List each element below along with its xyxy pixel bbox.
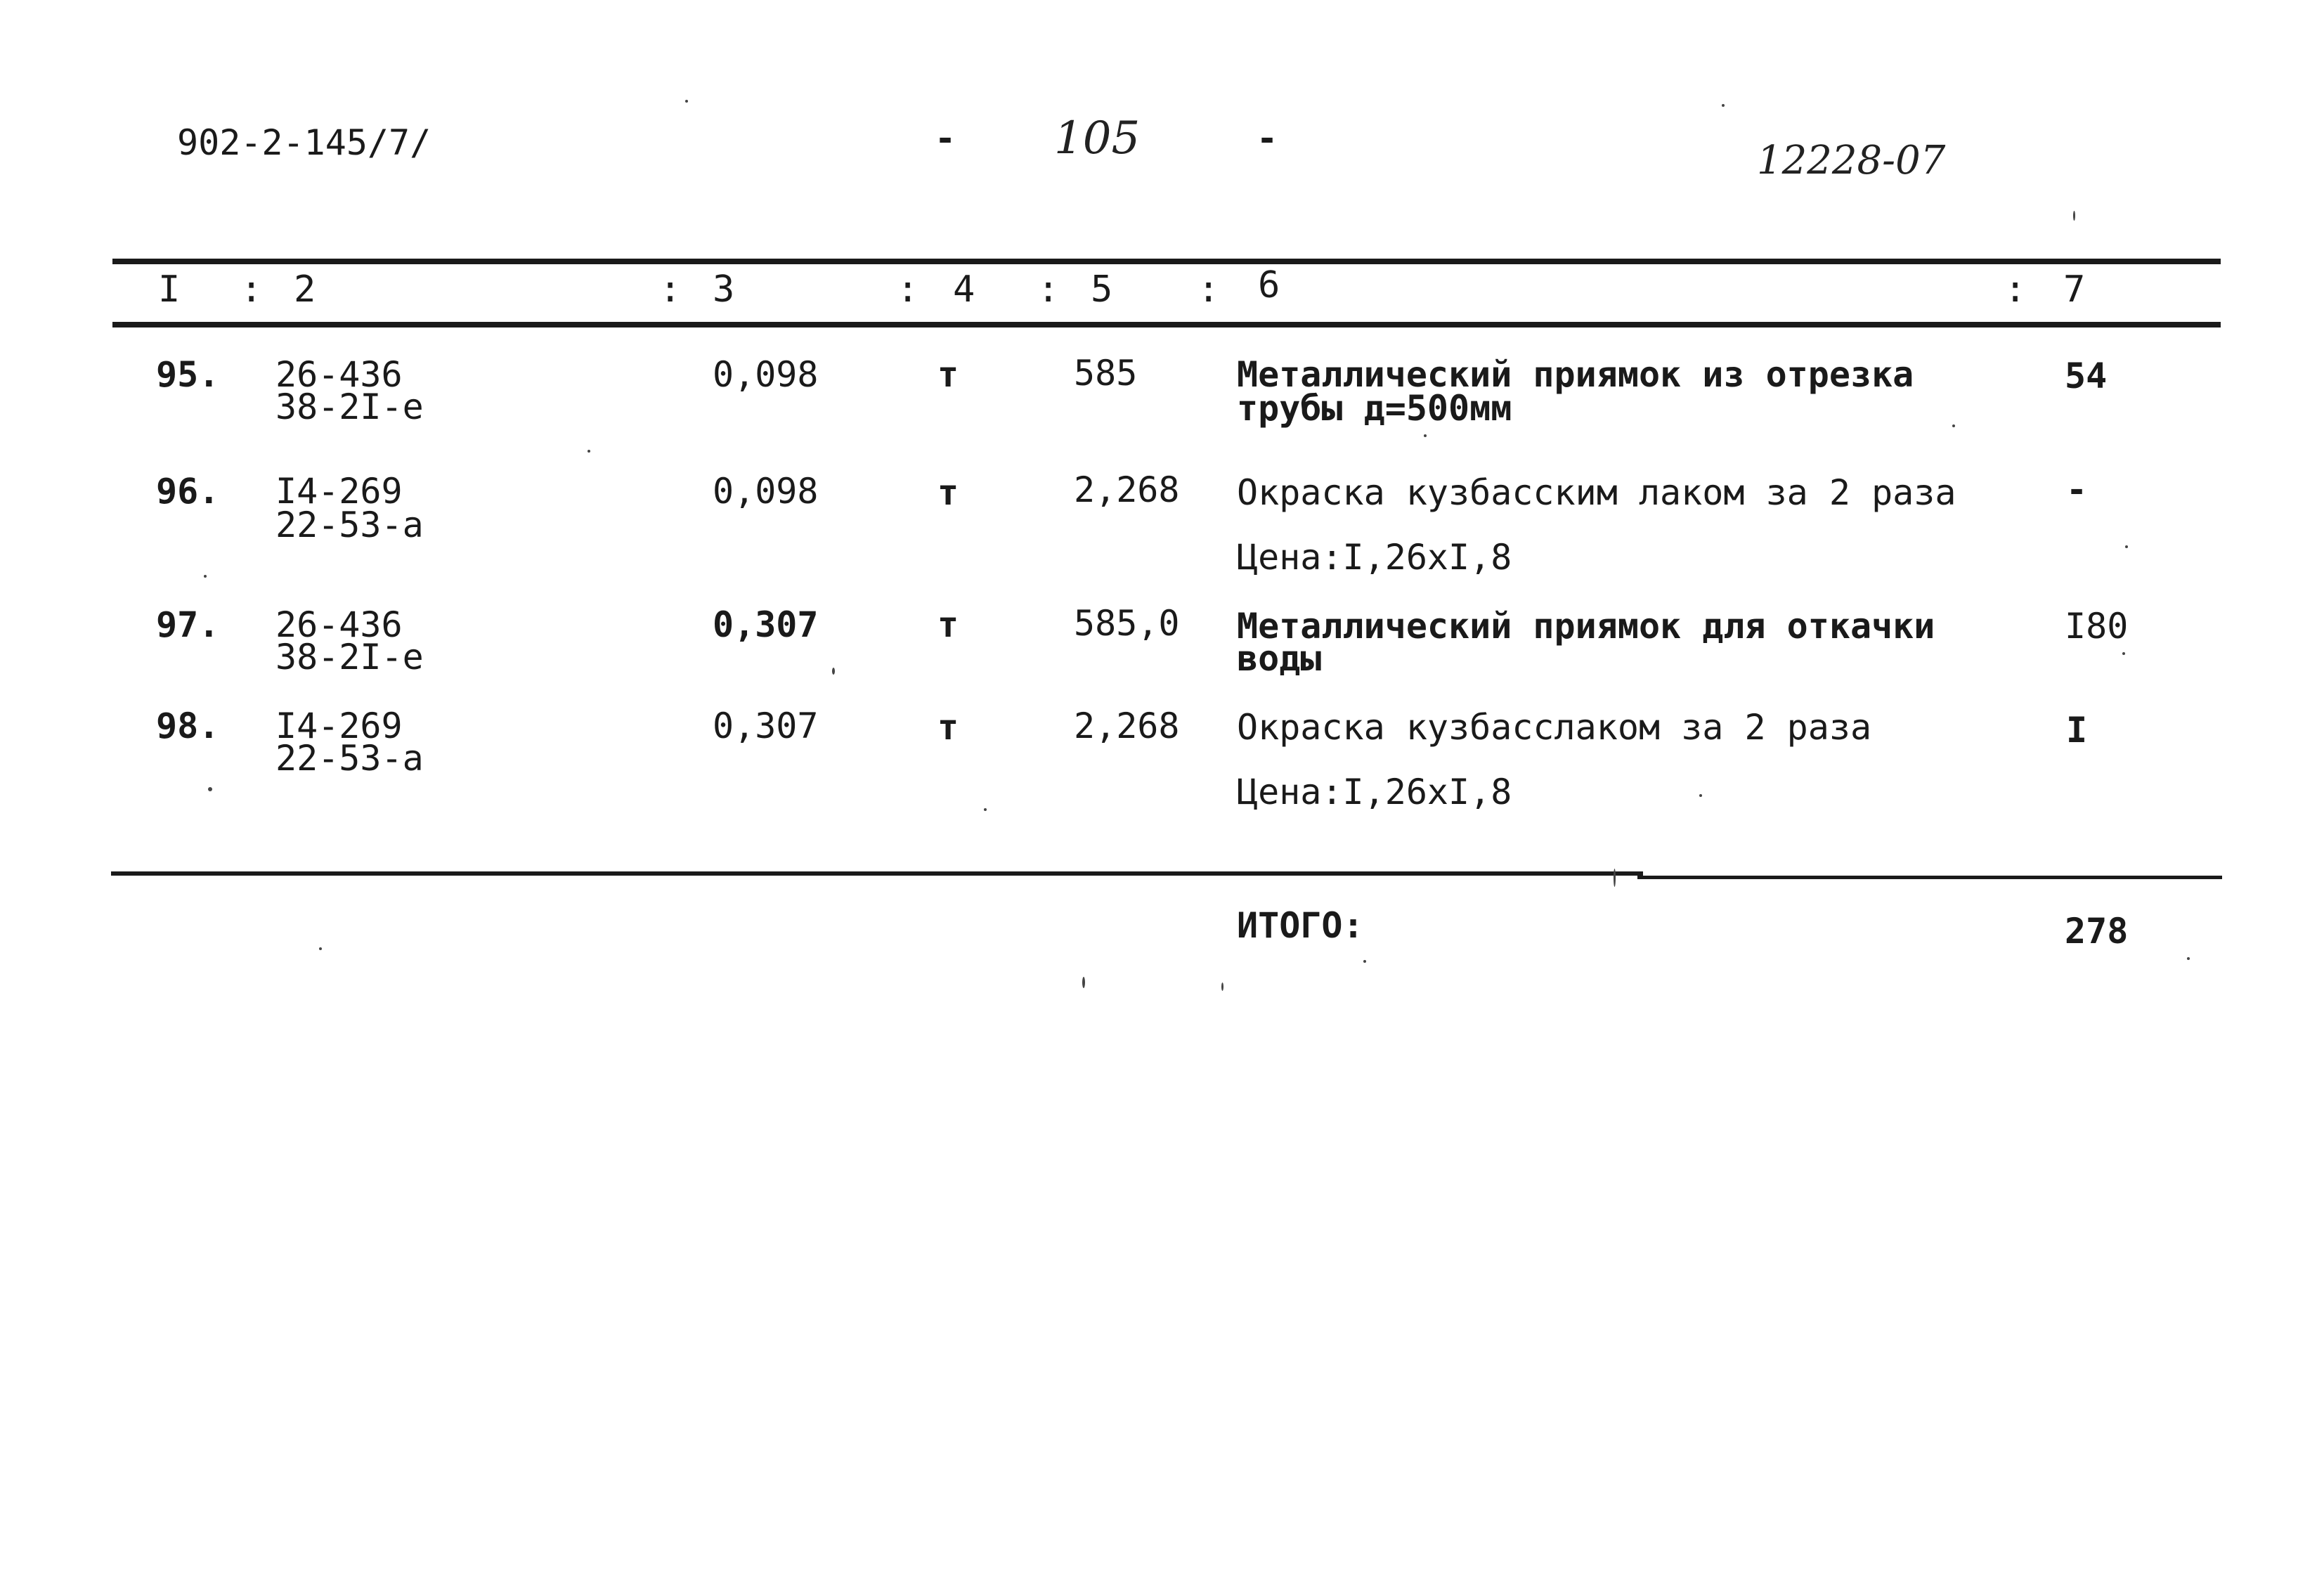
price-formula: Цена:I,26xI,8 bbox=[1237, 537, 1512, 578]
column-header-5: 5 bbox=[1091, 268, 1113, 311]
header-bottom-rule bbox=[112, 322, 2221, 327]
row-number: 95. bbox=[156, 354, 220, 395]
description-line1: Окраска кузбасским лаком за 2 раза bbox=[1237, 472, 1956, 513]
column-header-1: I bbox=[158, 268, 181, 311]
column-separator: : bbox=[240, 268, 263, 311]
unit: т bbox=[937, 707, 959, 748]
scan-speck bbox=[1363, 960, 1366, 963]
scan-speck bbox=[1699, 794, 1702, 797]
column-header-6: 6 bbox=[1258, 264, 1280, 306]
scan-speck bbox=[208, 787, 212, 791]
column-header-3: 3 bbox=[713, 268, 735, 311]
price-code: 38-2I-e bbox=[275, 387, 424, 427]
column-header-2: 2 bbox=[294, 268, 316, 311]
unit-price: 585 bbox=[1074, 353, 1138, 394]
column-header-4: 4 bbox=[953, 268, 975, 311]
scan-speck bbox=[2073, 211, 2075, 221]
column-separator: : bbox=[659, 268, 682, 311]
norm-code: I4-269 bbox=[275, 706, 403, 746]
scan-speck bbox=[1082, 977, 1085, 988]
quantity: 0,098 bbox=[713, 354, 819, 395]
unit-price: 585,0 bbox=[1074, 603, 1180, 644]
unit-price: 2,268 bbox=[1074, 469, 1180, 510]
row-total: I80 bbox=[2065, 606, 2129, 647]
scan-speck bbox=[984, 808, 987, 811]
scan-speck bbox=[588, 450, 590, 453]
quantity: 0,307 bbox=[713, 706, 819, 746]
grand-total: 278 bbox=[2065, 911, 2129, 952]
scan-speck bbox=[2187, 957, 2190, 960]
description-line1: Металлический приямок из отрезка bbox=[1237, 354, 1914, 395]
scan-speck bbox=[1424, 434, 1427, 437]
archive-number: 12228-07 bbox=[1757, 138, 1946, 183]
description-line1: Окраска кузбасслаком за 2 раза bbox=[1237, 707, 1872, 748]
column-separator: : bbox=[1197, 268, 1220, 311]
unit: т bbox=[937, 354, 959, 395]
scan-speck bbox=[319, 947, 322, 950]
scan-speck bbox=[1221, 982, 1223, 991]
scan-speck bbox=[1722, 104, 1725, 107]
scan-speck bbox=[204, 575, 207, 578]
scan-speck bbox=[1614, 869, 1616, 887]
column-separator: : bbox=[897, 268, 919, 311]
scan-speck bbox=[685, 100, 688, 103]
price-code: 22-53-а bbox=[275, 505, 424, 545]
scan-speck bbox=[1952, 424, 1955, 427]
row-total: 54 bbox=[2065, 356, 2108, 396]
norm-code: I4-269 bbox=[275, 471, 403, 512]
description-line1: Металлический приямок для откачки bbox=[1237, 606, 1935, 647]
unit: т bbox=[937, 604, 959, 645]
page-dash-right: - bbox=[1257, 118, 1278, 159]
row-number: 98. bbox=[156, 706, 220, 746]
row-total: - bbox=[2066, 469, 2088, 510]
row-total: I bbox=[2066, 710, 2088, 751]
column-separator: : bbox=[1037, 268, 1060, 311]
page-dash-left: - bbox=[935, 118, 956, 159]
price-code: 38-2I-e bbox=[275, 637, 424, 677]
table-bottom-rule bbox=[111, 871, 1643, 876]
description-line2: воды bbox=[1237, 638, 1322, 679]
page-number: 105 bbox=[1054, 112, 1141, 164]
description-line2: трубы д=500мм bbox=[1237, 388, 1512, 429]
table-top-rule bbox=[112, 259, 2221, 264]
table-bottom-rule-tail bbox=[1637, 876, 2222, 879]
total-label: ИТОГО: bbox=[1237, 905, 1364, 946]
quantity: 0,307 bbox=[713, 604, 819, 645]
quantity: 0,098 bbox=[713, 471, 819, 512]
scan-speck bbox=[832, 668, 835, 675]
price-code: 22-53-а bbox=[275, 738, 424, 779]
unit: т bbox=[937, 472, 959, 513]
column-header-7: 7 bbox=[2063, 268, 2086, 311]
row-number: 96. bbox=[156, 471, 220, 512]
column-separator: : bbox=[2004, 268, 2027, 311]
price-formula: Цена:I,26xI,8 bbox=[1237, 772, 1512, 812]
unit-price: 2,268 bbox=[1074, 706, 1180, 746]
norm-code: 26-436 bbox=[275, 354, 403, 395]
document-code: 902-2-145/7/ bbox=[177, 122, 431, 163]
scan-speck bbox=[2125, 545, 2128, 548]
row-number: 97. bbox=[156, 604, 220, 645]
norm-code: 26-436 bbox=[275, 604, 403, 645]
scan-speck bbox=[2122, 652, 2125, 655]
